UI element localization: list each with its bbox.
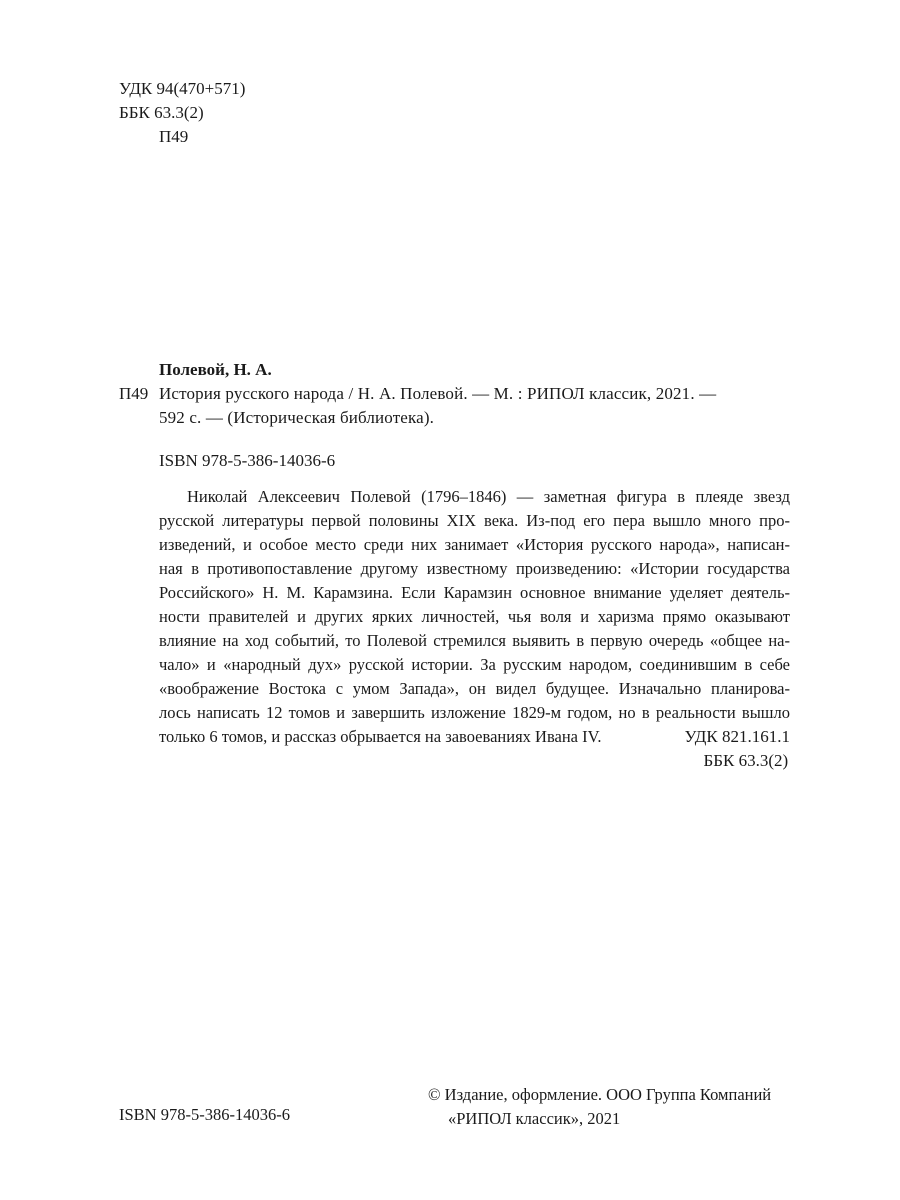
bibliographic-record <box>119 358 799 472</box>
author-heading: Полевой, Н. А. <box>159 360 272 379</box>
annotation-line: чало» и «народный дух» русской истории. За русским народом, соединившим в себе <box>159 655 790 674</box>
annotation <box>159 485 790 749</box>
copyright-notice <box>428 1083 771 1131</box>
bbk-code: ББК 63.3(2) <box>119 103 204 122</box>
record-text <box>159 382 716 430</box>
copyright-line: «РИПОЛ классик», 2021 <box>448 1109 621 1128</box>
record-line: История русского народа / Н. А. Полевой. — М. : РИПОЛ классик, 2021. — <box>159 384 717 403</box>
annotation-line: ная в противопоставление другому известному произведению: «Истории государства <box>159 559 790 578</box>
annotation-line: Российского» Н. М. Карамзина. Если Карамзин основное внимание уделяет деятель- <box>159 583 790 602</box>
annotation-line: русской литературы первой половины XIX века. Из-под его пера вышло много про- <box>159 511 790 530</box>
annotation-line: «воображение Востока с умом Запада», он видел будущее. Изначально планирова- <box>159 679 790 698</box>
bottom-classification <box>684 725 790 773</box>
annotation-line: влияние на ход событий, то Полевой стремился выявить в первую очередь «общее на- <box>159 631 790 650</box>
top-classification <box>119 77 245 149</box>
author-code: П49 <box>159 127 189 146</box>
footer-isbn: ISBN 978-5-386-14036-6 <box>119 1105 290 1124</box>
annotation-line: лось написать 12 томов и завершить изложение 1829-м годом, но в реальности вышло <box>159 703 790 722</box>
record-line: 592 с. — (Историческая библиотека). <box>159 408 435 427</box>
annotation-line: ности правителей и других ярких личностей, чья воля и харизма прямо оказывают <box>159 607 790 626</box>
annotation-line: изведений, и особое место среди них занимает «История русского народа», написан- <box>159 535 790 554</box>
bbk-code-bottom: ББК 63.3(2) <box>703 751 789 770</box>
annotation-line: только 6 томов, и рассказ обрывается на завоеваниях Ивана IV. <box>159 727 602 746</box>
copyright-line: © Издание, оформление. ООО Группа Компаний <box>428 1085 772 1104</box>
record-isbn: ISBN 978-5-386-14036-6 <box>159 451 336 470</box>
annotation-line: Николай Алексеевич Полевой (1796–1846) — заметная фигура в плеяде звезд <box>187 487 790 506</box>
udk-code: УДК 94(470+571) <box>119 79 246 98</box>
udk-code-bottom: УДК 821.161.1 <box>684 727 790 746</box>
record-entry <box>119 382 799 430</box>
record-code: П49 <box>119 384 149 403</box>
